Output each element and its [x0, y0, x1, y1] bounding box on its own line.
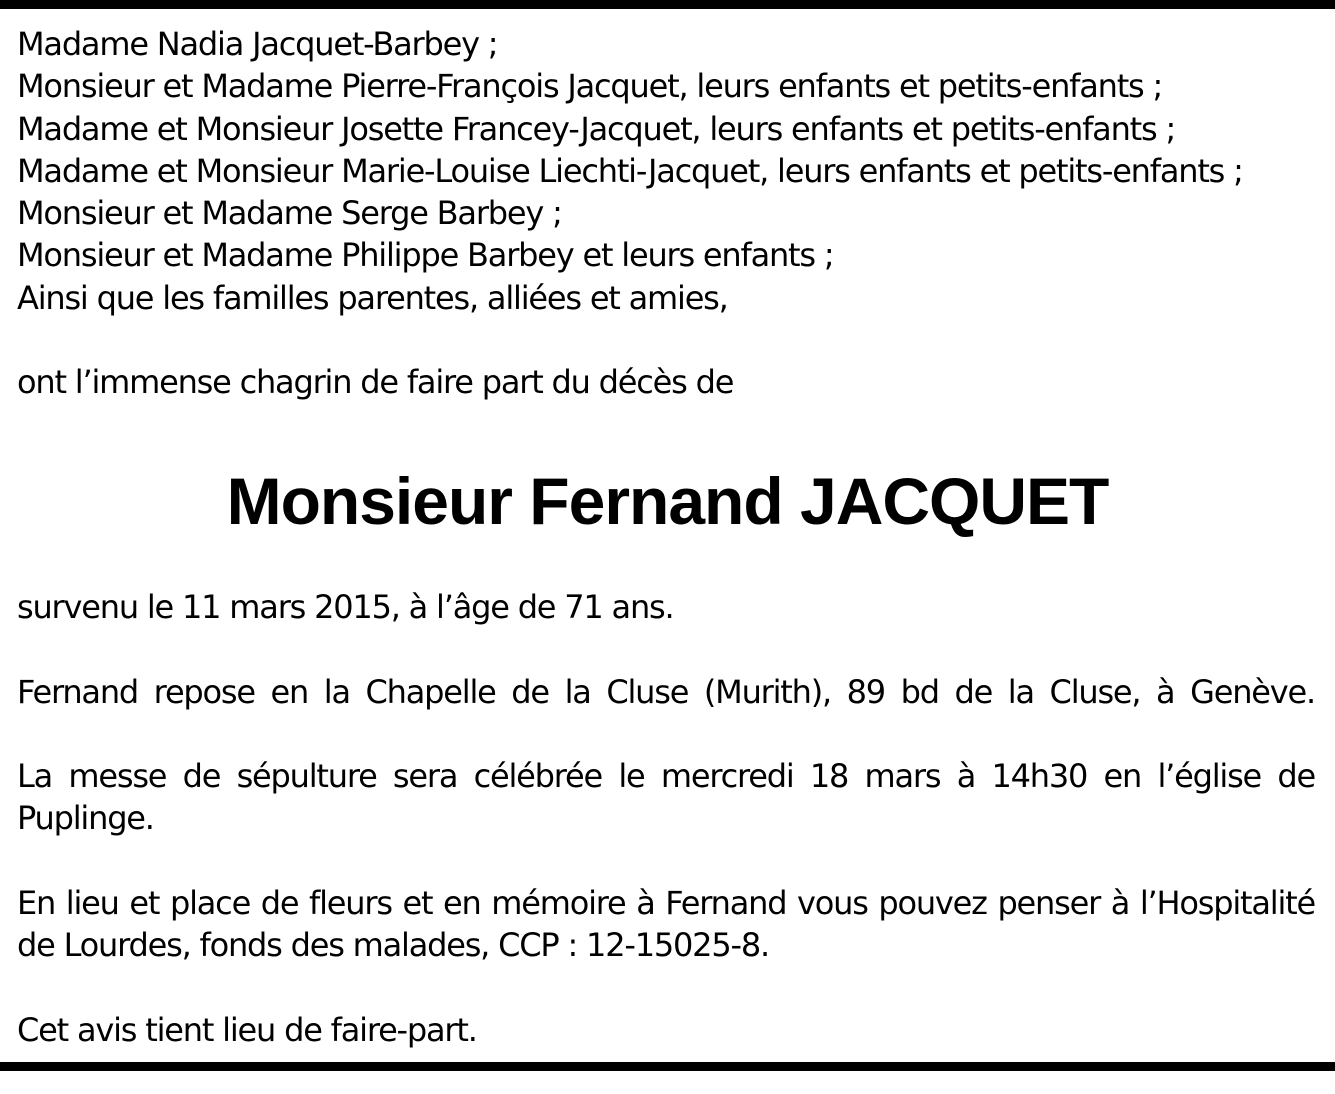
family-line: Monsieur et Madame Philippe Barbey et leurs enfants ; — [17, 236, 834, 275]
deceased-name: Monsieur Fernand JACQUET — [226, 464, 1109, 538]
bottom-border — [0, 1062, 1335, 1071]
mass-line-1: La messe de sépulture sera célébrée le mercredi 18 mars à 14h30 en l’église de — [17, 757, 1315, 796]
donation-line-1: En lieu et place de fleurs et en mémoire à Fernand vous pouvez penser à l’Hospitalité — [17, 884, 1315, 923]
family-list — [17, 23, 1315, 403]
family-line: Madame et Monsieur Josette Francey-Jacquet, leurs enfants et petits-enfants ; — [17, 109, 1176, 148]
mass-info — [17, 755, 1315, 840]
donation-line-2: de Lourdes, fonds des malades, CCP : 12-15025-8. — [17, 926, 769, 965]
family-line: Monsieur et Madame Pierre-François Jacquet, leurs enfants et petits-enfants ; — [17, 67, 1163, 106]
notice-details — [17, 586, 1315, 1094]
family-line: Madame et Monsieur Marie-Louise Liechti-Jacquet, leurs enfants et petits-enfants ; — [17, 151, 1243, 190]
family-line: Monsieur et Madame Serge Barbey ; — [17, 194, 562, 233]
announcement-text: ont l’immense chagrin de faire part du décès de — [17, 363, 734, 402]
closing-text: Cet avis tient lieu de faire-part. — [17, 1010, 477, 1049]
family-line: Ainsi que les familles parentes, alliées et amies, — [17, 278, 728, 317]
top-border — [0, 0, 1335, 9]
family-line: Madame Nadia Jacquet-Barbey ; — [17, 25, 498, 63]
repose-info: Fernand repose en la Chapelle de la Cluse (Murith), 89 bd de la Cluse, à Genève. — [17, 672, 1315, 711]
donation-info — [17, 882, 1315, 967]
death-info: survenu le 11 mars 2015, à l’âge de 71 ans. — [17, 588, 674, 626]
mass-line-2: Puplinge. — [17, 799, 154, 838]
